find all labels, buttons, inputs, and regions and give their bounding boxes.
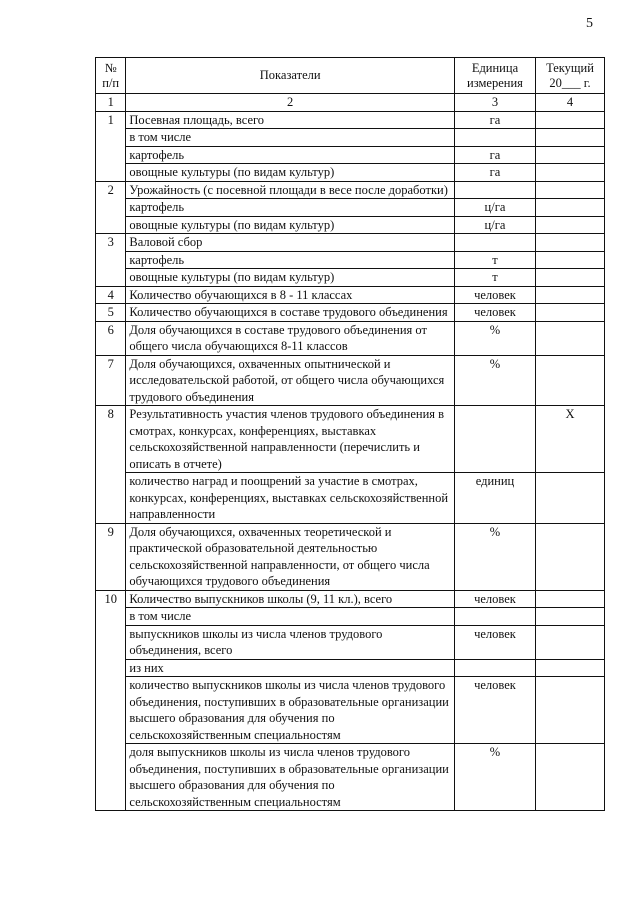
table-row	[96, 304, 605, 322]
unit-cell: %	[454, 321, 535, 355]
header-indicators: Показатели	[126, 58, 455, 94]
value-cell	[536, 251, 605, 269]
value-cell	[536, 164, 605, 182]
value-cell	[536, 286, 605, 304]
page-number: 5	[586, 16, 593, 31]
row-number: 3	[96, 234, 126, 287]
indicator-text: Доля обучающихся в составе трудового объединения от общего числа обучающихся 8-11 классов	[126, 321, 455, 355]
table-row	[96, 744, 605, 811]
indicator-text: Урожайность (с посевной площади в весе после доработки)	[126, 181, 455, 199]
unit-cell: ц/га	[454, 216, 535, 234]
unit-cell: га	[454, 111, 535, 129]
table-row	[96, 659, 605, 677]
value-cell	[536, 216, 605, 234]
table-row	[96, 234, 605, 252]
indicator-text: овощные культуры (по видам культур)	[126, 164, 455, 182]
row-number: 4	[96, 286, 126, 304]
indicators-table	[95, 57, 605, 811]
unit-cell: га	[454, 146, 535, 164]
unit-cell: человек	[454, 286, 535, 304]
table-row	[96, 164, 605, 182]
value-cell	[536, 129, 605, 147]
table-row	[96, 111, 605, 129]
unit-cell	[454, 659, 535, 677]
indicator-text: Доля обучающихся, охваченных опытнической и исследовательской работой, от общего числа обучающихся трудового объединения	[126, 355, 455, 406]
table-row	[96, 406, 605, 473]
indicator-text: Количество обучающихся в 8 - 11 классах	[126, 286, 455, 304]
indicator-text: картофель	[126, 146, 455, 164]
table-row	[96, 625, 605, 659]
row-number: 8	[96, 406, 126, 524]
table-row	[96, 677, 605, 744]
indicator-text: количество наград и поощрений за участие в смотрах, конкурсах, конференциях, выставках сельскохозяйственной направленности	[126, 473, 455, 524]
unit-cell: единиц	[454, 473, 535, 524]
header-current-year: Текущий 20___ г.	[536, 58, 605, 94]
unit-cell: га	[454, 164, 535, 182]
table-row	[96, 129, 605, 147]
indicator-text: Результативность участия членов трудового объединения в смотрах, конкурсах, конференциях, выставках сельскохозяйственной направленности (перечислить и описать в отчете)	[126, 406, 455, 473]
value-cell	[536, 608, 605, 626]
value-cell	[536, 234, 605, 252]
value-cell	[536, 111, 605, 129]
table-row	[96, 181, 605, 199]
table-row	[96, 269, 605, 287]
indicator-text: Валовой сбор	[126, 234, 455, 252]
indicator-text: выпускников школы из числа членов трудового объединения, всего	[126, 625, 455, 659]
value-cell	[536, 625, 605, 659]
column-number: 1	[96, 94, 126, 112]
value-cell	[536, 321, 605, 355]
row-number: 7	[96, 355, 126, 406]
indicator-text: Количество обучающихся в составе трудового объединения	[126, 304, 455, 322]
header-row	[96, 58, 605, 94]
indicator-text: доля выпускников школы из числа членов трудового объединения, поступивших в образовательные организации высшего образования для обучения по сельскохозяйственным специальностям	[126, 744, 455, 811]
unit-cell	[454, 129, 535, 147]
unit-cell: %	[454, 355, 535, 406]
value-cell	[536, 199, 605, 217]
column-numbers-row	[96, 94, 605, 112]
value-cell	[536, 473, 605, 524]
unit-cell: человек	[454, 304, 535, 322]
indicator-text: Доля обучающихся, охваченных теоретической и практической образовательной деятельностью сельскохозяйственной направленности, от общего числа обучающихся трудового объединения	[126, 523, 455, 590]
indicator-text: картофель	[126, 199, 455, 217]
value-cell	[536, 744, 605, 811]
value-cell	[536, 590, 605, 608]
table-row	[96, 355, 605, 406]
unit-cell: человек	[454, 590, 535, 608]
column-number: 4	[536, 94, 605, 112]
table-body	[96, 111, 605, 811]
table-row	[96, 473, 605, 524]
table-row	[96, 590, 605, 608]
value-cell: X	[536, 406, 605, 473]
unit-cell: %	[454, 744, 535, 811]
unit-cell	[454, 234, 535, 252]
value-cell	[536, 181, 605, 199]
indicator-text: Количество выпускников школы (9, 11 кл.), всего	[126, 590, 455, 608]
unit-cell: %	[454, 523, 535, 590]
unit-cell: т	[454, 251, 535, 269]
header-unit: Единица измерения	[454, 58, 535, 94]
column-number: 3	[454, 94, 535, 112]
indicator-text: количество выпускников школы из числа членов трудового объединения, поступивших в образовательные организации высшего образования для обучения по сельскохозяйственным специальностям	[126, 677, 455, 744]
indicator-text: в том числе	[126, 608, 455, 626]
table-row	[96, 523, 605, 590]
row-number: 1	[96, 111, 126, 181]
value-cell	[536, 146, 605, 164]
row-number: 6	[96, 321, 126, 355]
indicator-text: картофель	[126, 251, 455, 269]
row-number: 10	[96, 590, 126, 811]
table-row	[96, 251, 605, 269]
indicator-text: в том числе	[126, 129, 455, 147]
table-row	[96, 146, 605, 164]
unit-cell: человек	[454, 625, 535, 659]
table-row	[96, 321, 605, 355]
table-row	[96, 199, 605, 217]
value-cell	[536, 659, 605, 677]
table-row	[96, 608, 605, 626]
value-cell	[536, 677, 605, 744]
row-number: 9	[96, 523, 126, 590]
unit-cell	[454, 608, 535, 626]
value-cell	[536, 523, 605, 590]
unit-cell: человек	[454, 677, 535, 744]
indicator-text: овощные культуры (по видам культур)	[126, 269, 455, 287]
value-cell	[536, 355, 605, 406]
column-number: 2	[126, 94, 455, 112]
indicator-text: Посевная площадь, всего	[126, 111, 455, 129]
unit-cell	[454, 181, 535, 199]
unit-cell: т	[454, 269, 535, 287]
table-row	[96, 286, 605, 304]
row-number: 2	[96, 181, 126, 234]
header-number: № п/п	[96, 58, 126, 94]
indicator-text: овощные культуры (по видам культур)	[126, 216, 455, 234]
row-number: 5	[96, 304, 126, 322]
unit-cell: ц/га	[454, 199, 535, 217]
value-cell	[536, 269, 605, 287]
value-cell	[536, 304, 605, 322]
table-row	[96, 216, 605, 234]
unit-cell	[454, 406, 535, 473]
indicator-text: из них	[126, 659, 455, 677]
